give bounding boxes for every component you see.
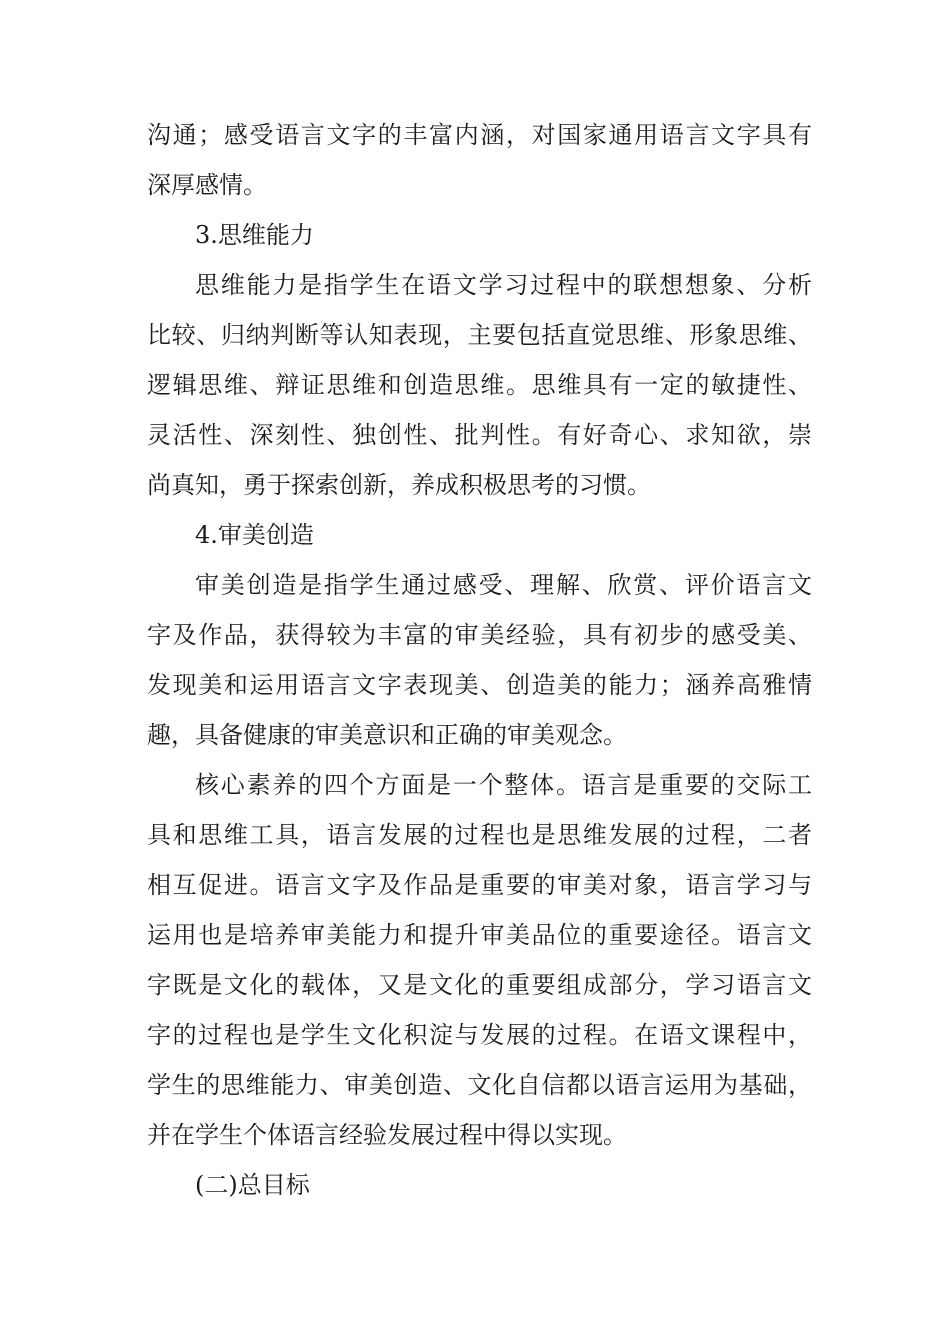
text-line: 沟通；感受语言文字的丰富内涵，对国家通用语言文字具有 bbox=[147, 121, 812, 149]
text-line: 学生的思维能力、审美创造、文化自信都以语言运用为基础， bbox=[147, 1071, 812, 1099]
text-line: 尚真知，勇于探索创新，养成积极思考的习惯。 bbox=[147, 471, 651, 499]
text-line: 审美创造是指学生通过感受、理解、欣赏、评价语言文 bbox=[195, 571, 812, 599]
text-line: 字及作品，获得较为丰富的审美经验，具有初步的感受美、 bbox=[147, 621, 812, 649]
text-line: 逻辑思维、辩证思维和创造思维。思维具有一定的敏捷性、 bbox=[147, 371, 812, 399]
document-body bbox=[147, 110, 812, 1210]
section-heading-thinking: 3.思维能力 bbox=[195, 221, 314, 249]
text-line: 深厚感情。 bbox=[147, 171, 267, 199]
text-line: 核心素养的四个方面是一个整体。语言是重要的交际工 bbox=[195, 771, 812, 799]
text-line: 发现美和运用语言文字表现美、创造美的能力；涵养高雅情 bbox=[147, 671, 812, 699]
text-line: 相互促进。语言文字及作品是重要的审美对象，语言学习与 bbox=[147, 871, 812, 899]
text-line: 思维能力是指学生在语文学习过程中的联想想象、分析 bbox=[195, 271, 812, 299]
text-line: 趣，具备健康的审美意识和正确的审美观念。 bbox=[147, 721, 627, 749]
text-line: 并在学生个体语言经验发展过程中得以实现。 bbox=[147, 1121, 627, 1149]
text-line: 运用也是培养审美能力和提升审美品位的重要途径。语言文 bbox=[147, 921, 812, 949]
text-line: 灵活性、深刻性、独创性、批判性。有好奇心、求知欲，崇 bbox=[147, 421, 812, 449]
text-line: 字既是文化的载体，又是文化的重要组成部分，学习语言文 bbox=[147, 971, 812, 999]
text-line: 具和思维工具，语言发展的过程也是思维发展的过程，二者 bbox=[147, 821, 812, 849]
text-line: 比较、归纳判断等认知表现，主要包括直觉思维、形象思维、 bbox=[147, 321, 812, 349]
section-heading-overall-goal: (二)总目标 bbox=[195, 1171, 310, 1199]
section-heading-aesthetic: 4.审美创造 bbox=[195, 521, 314, 549]
text-line: 字的过程也是学生文化积淀与发展的过程。在语文课程中， bbox=[147, 1021, 812, 1049]
